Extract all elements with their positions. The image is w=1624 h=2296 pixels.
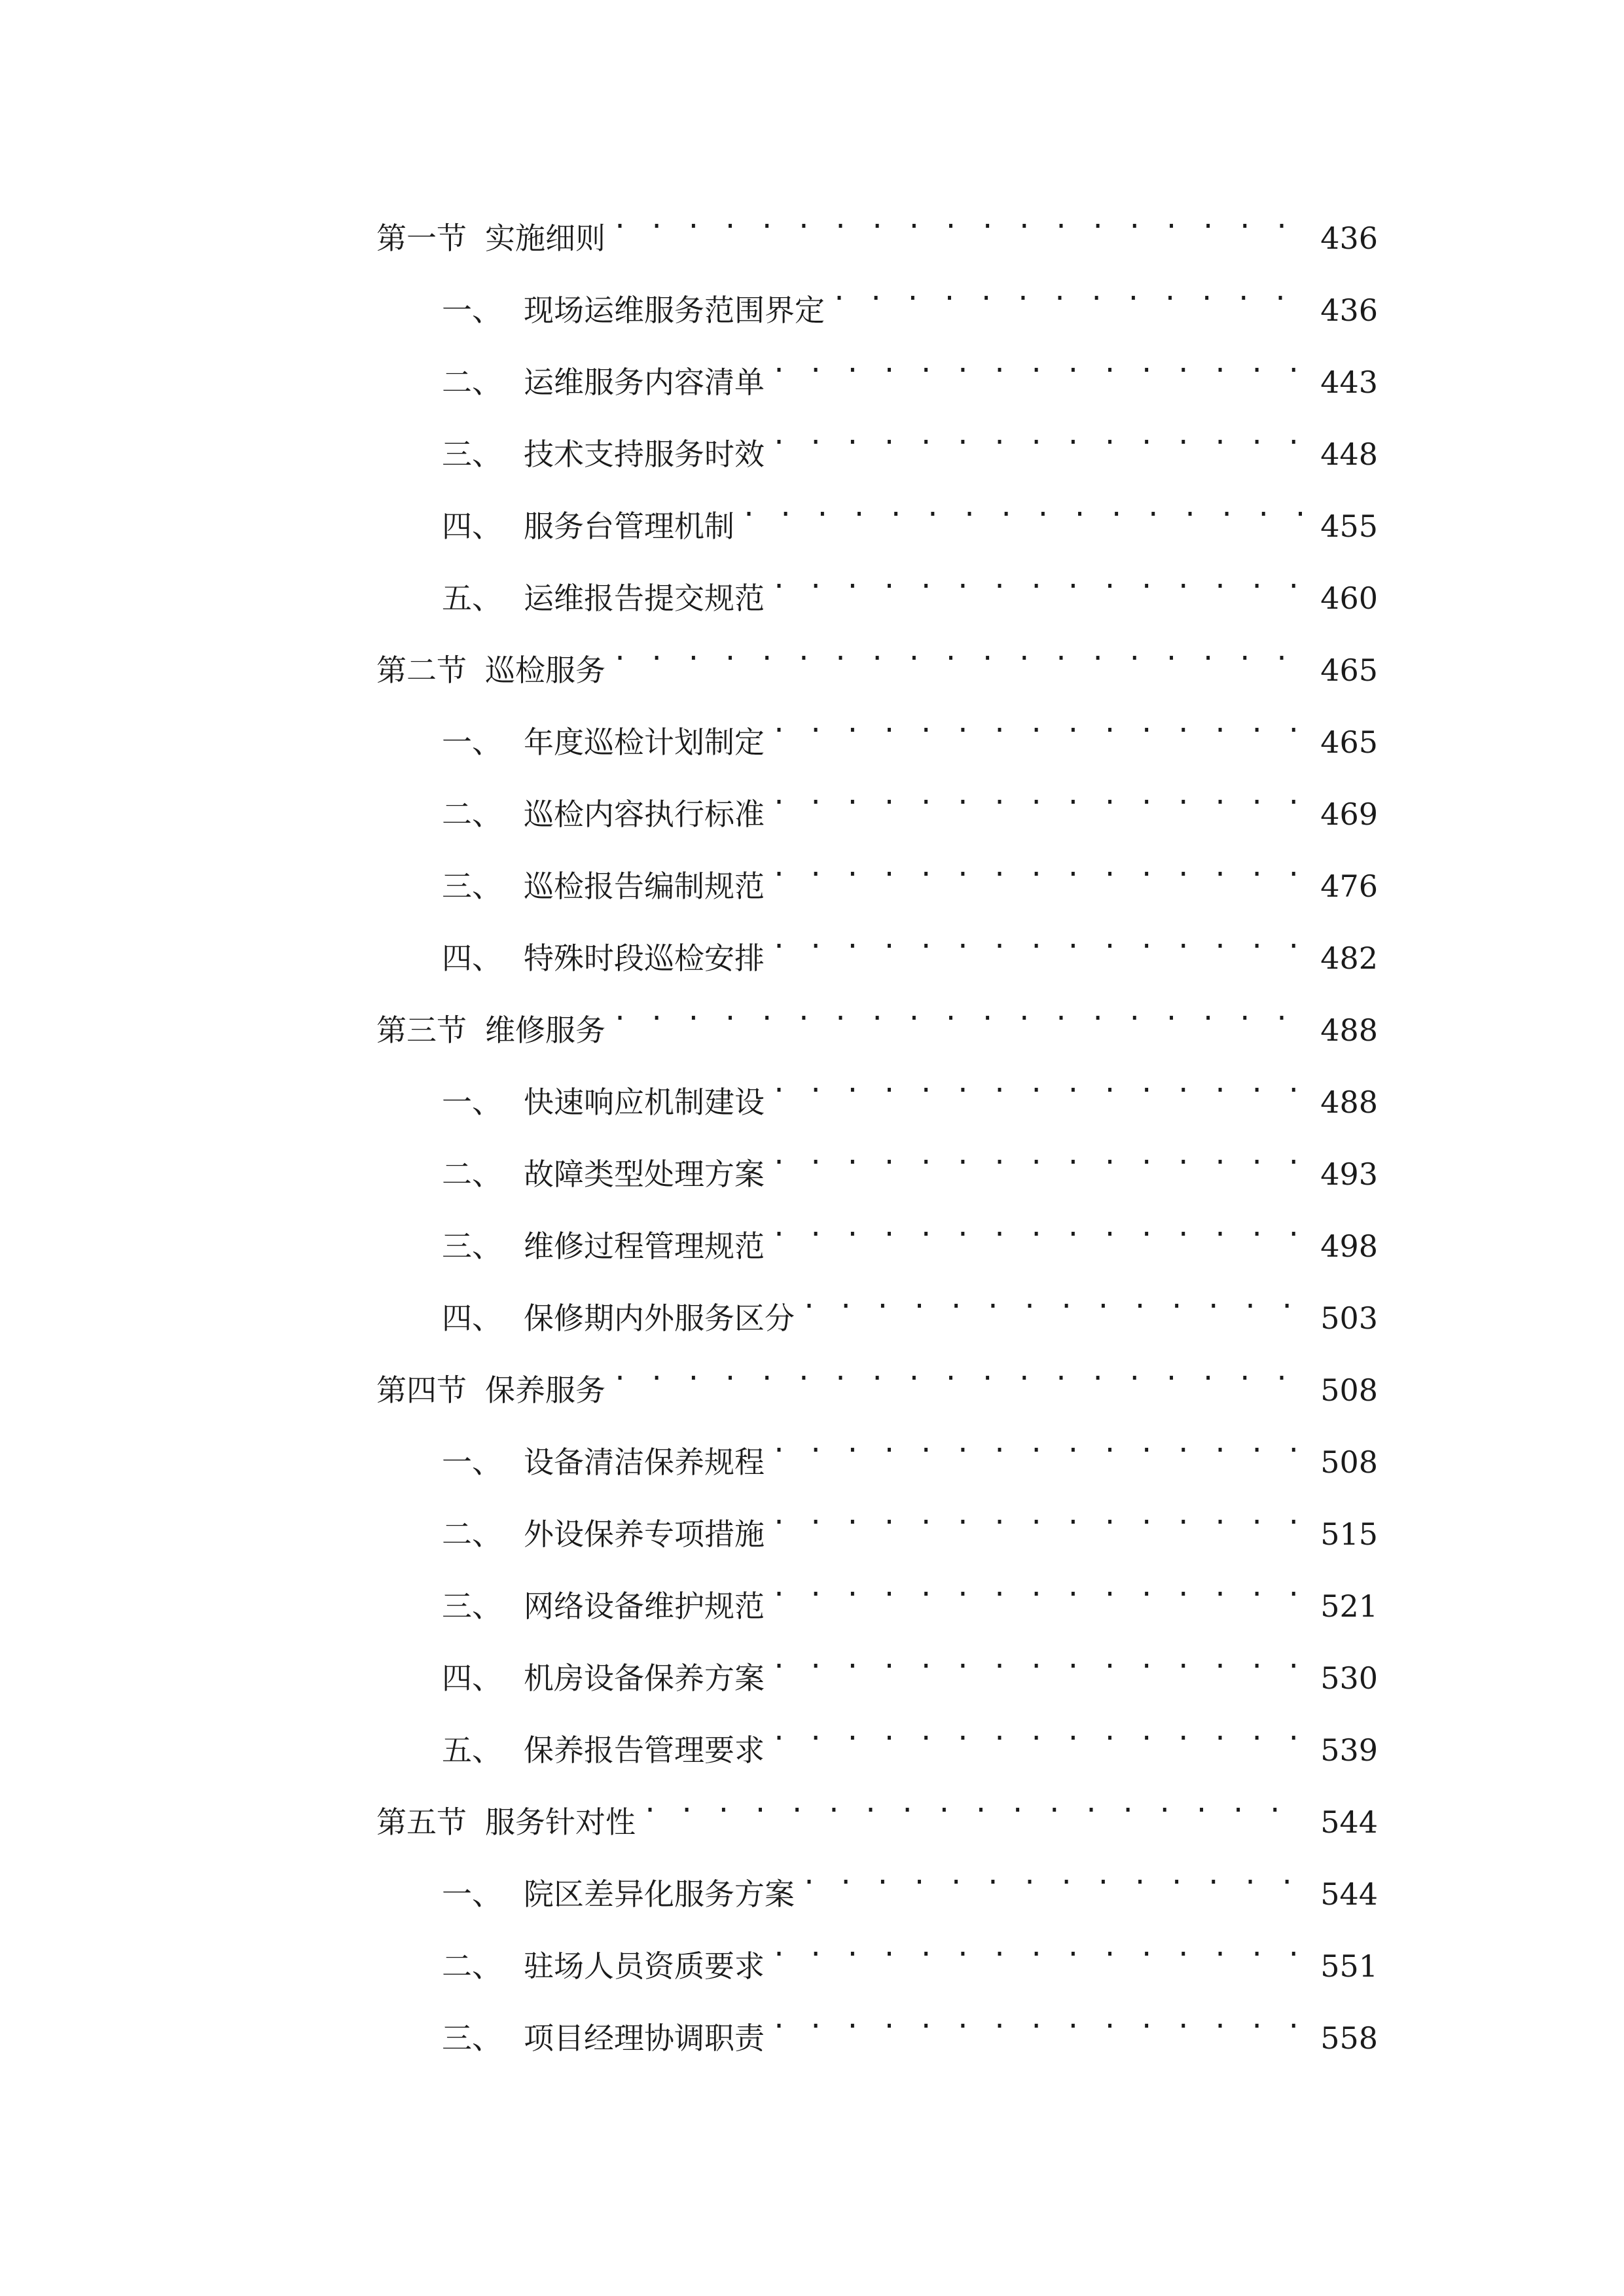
toc-item-number: 五、 [442,581,502,616]
toc-item-title: 设备清洁保养规程 [524,1444,765,1480]
toc-page-number: 530 [1320,1660,1378,1696]
toc-page-number: 515 [1320,1516,1378,1552]
dot-leader [801,1846,1310,1905]
toc-item-number: 一、 [442,293,502,328]
toc-item-title: 故障类型处理方案 [524,1157,765,1192]
toc-page-number: 544 [1320,1804,1378,1840]
toc-item-number: 五、 [442,1732,502,1768]
dot-leader [771,1918,1310,1977]
toc-section-1[interactable] [376,190,1378,262]
toc-item[interactable] [376,1558,1378,1630]
toc-page-number: 460 [1320,581,1378,616]
toc-page-number: 436 [1320,293,1378,328]
toc-item-number: 三、 [442,2020,502,2056]
toc-item-number: 三、 [442,437,502,472]
dot-leader [771,1414,1310,1473]
dot-leader [771,550,1310,609]
toc-page-number: 436 [1320,221,1378,256]
toc-page-number: 465 [1320,725,1378,760]
dot-leader [741,478,1310,537]
toc-item-number: 二、 [442,1516,502,1552]
toc-page-number: 551 [1320,1948,1378,1984]
toc-page-number: 498 [1320,1229,1378,1264]
toc-section-title: 服务针对性 [485,1804,636,1840]
toc-page-number: 493 [1320,1157,1378,1192]
toc-item-number: 四、 [442,509,502,544]
toc-item[interactable] [376,766,1378,838]
toc-item[interactable] [376,406,1378,478]
toc-item-number: 三、 [442,869,502,904]
toc-page-number: 482 [1320,941,1378,976]
toc-page-number: 448 [1320,437,1378,472]
toc-item[interactable] [376,1702,1378,1774]
toc-item[interactable] [376,1918,1378,1990]
toc-page-number: 544 [1320,1876,1378,1912]
toc-section-number: 第五节 [376,1804,467,1840]
toc-item-title: 服务台管理机制 [524,509,734,544]
toc-item[interactable] [376,334,1378,406]
toc-item[interactable] [376,1630,1378,1702]
toc-item-number: 二、 [442,1157,502,1192]
toc-section-title: 保养服务 [485,1372,605,1408]
toc-item[interactable] [376,1198,1378,1270]
toc-section-4[interactable] [376,1342,1378,1414]
toc-page-number: 508 [1320,1444,1378,1480]
dot-leader [612,982,1310,1041]
dot-leader [771,334,1310,393]
toc-section-number: 第一节 [376,221,467,256]
dot-leader [642,1774,1310,1833]
dot-leader [612,1342,1310,1401]
toc-item[interactable] [376,1126,1378,1198]
toc-page-number: 465 [1320,653,1378,688]
toc-item-number: 一、 [442,725,502,760]
toc-section-number: 第三节 [376,1013,467,1048]
toc-item[interactable] [376,1054,1378,1126]
toc-page-number: 443 [1320,365,1378,400]
toc-item-title: 网络设备维护规范 [524,1588,765,1624]
toc-item-title: 维修过程管理规范 [524,1229,765,1264]
dot-leader [771,1126,1310,1185]
toc-item-title: 技术支持服务时效 [524,437,765,472]
toc-section-number: 第四节 [376,1372,467,1408]
toc-page-number: 476 [1320,869,1378,904]
dot-leader [612,190,1310,249]
toc-item-title: 特殊时段巡检安排 [524,941,765,976]
toc-item[interactable] [376,1270,1378,1342]
toc-item[interactable] [376,838,1378,910]
toc-item-title: 现场运维服务范围界定 [524,293,825,328]
dot-leader [771,406,1310,465]
dot-leader [771,1990,1310,2049]
toc-page-number: 455 [1320,509,1378,544]
toc-item-title: 巡检内容执行标准 [524,797,765,832]
toc-item-number: 四、 [442,941,502,976]
toc-item-title: 外设保养专项措施 [524,1516,765,1552]
toc-item-title: 运维报告提交规范 [524,581,765,616]
table-of-contents [376,190,1378,2062]
toc-section-3[interactable] [376,982,1378,1054]
toc-item-number: 一、 [442,1876,502,1912]
dot-leader [612,622,1310,681]
toc-item-title: 年度巡检计划制定 [524,725,765,760]
toc-item-number: 四、 [442,1660,502,1696]
toc-item-number: 三、 [442,1588,502,1624]
toc-item[interactable] [376,1846,1378,1918]
toc-item[interactable] [376,550,1378,622]
toc-item-title: 保养报告管理要求 [524,1732,765,1768]
toc-item[interactable] [376,1990,1378,2062]
dot-leader [771,1198,1310,1257]
toc-item[interactable] [376,694,1378,766]
dot-leader [771,910,1310,969]
toc-item-number: 二、 [442,797,502,832]
toc-item-title: 机房设备保养方案 [524,1660,765,1696]
toc-item-number: 一、 [442,1085,502,1120]
dot-leader [771,1054,1310,1113]
toc-page-number: 558 [1320,2020,1378,2056]
toc-item[interactable] [376,1414,1378,1486]
dot-leader [771,1702,1310,1761]
dot-leader [771,1486,1310,1545]
dot-leader [771,1558,1310,1617]
toc-item-title: 保修期内外服务区分 [524,1300,795,1336]
toc-item[interactable] [376,262,1378,334]
toc-item[interactable] [376,1486,1378,1558]
toc-item[interactable] [376,910,1378,982]
toc-page-number: 488 [1320,1013,1378,1048]
toc-section-title: 维修服务 [485,1013,605,1048]
toc-section-title: 实施细则 [485,221,605,256]
toc-page-number: 488 [1320,1085,1378,1120]
toc-item-title: 驻场人员资质要求 [524,1948,765,1984]
toc-item-title: 快速响应机制建设 [524,1085,765,1120]
toc-page-number: 503 [1320,1300,1378,1336]
toc-section-number: 第二节 [376,653,467,688]
toc-page-number: 469 [1320,797,1378,832]
toc-item-title: 运维服务内容清单 [524,365,765,400]
dot-leader [771,838,1310,897]
toc-section-5[interactable] [376,1774,1378,1846]
dot-leader [771,694,1310,753]
toc-item-title: 巡检报告编制规范 [524,869,765,904]
toc-item-number: 三、 [442,1229,502,1264]
toc-item-number: 四、 [442,1300,502,1336]
toc-section-title: 巡检服务 [485,653,605,688]
toc-item-number: 一、 [442,1444,502,1480]
toc-item[interactable] [376,478,1378,550]
toc-page-number: 508 [1320,1372,1378,1408]
toc-item-title: 院区差异化服务方案 [524,1876,795,1912]
toc-page-number: 539 [1320,1732,1378,1768]
dot-leader [831,262,1310,321]
toc-section-2[interactable] [376,622,1378,694]
toc-item-title: 项目经理协调职责 [524,2020,765,2056]
toc-page-number: 521 [1320,1588,1378,1624]
dot-leader [771,766,1310,825]
toc-item-number: 二、 [442,365,502,400]
toc-item-number: 二、 [442,1948,502,1984]
dot-leader [801,1270,1310,1329]
dot-leader [771,1630,1310,1689]
